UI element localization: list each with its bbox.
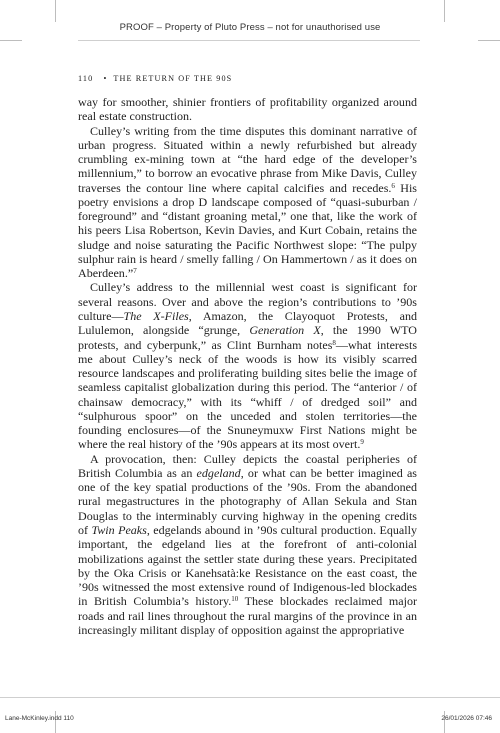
crop-mark (0, 40, 22, 41)
running-head-title: THE RETURN OF THE 90S (113, 74, 233, 83)
footer-rule (0, 697, 500, 698)
text-run: His poetry envisions a drop D landscape composed of “quasi-suburban / foreground” and “distant groaning metal,” one that, like the work of his peers Lisa Robertson, Kevin Davies, and Kurt Cobain, retains the sludge and noise saturating the Pacific Northwest slope: “The pulpy sulphur rain is heard / smelly falling / On Hammertown / as it does on Aberdeen.” (78, 180, 417, 281)
footnote-ref: 6 (391, 181, 395, 190)
crop-mark (55, 0, 56, 22)
text-run: , edgelands abound in ’90s cultural production. Equally important, the edgeland lies at the forefront of anti-colonial mobilizations against the settler state during these years. Precipitated by the Oka Crisis or Kanehsatà:ke Resistance on the east coast, the ’90s witnessed the most extensive round of Indigenous-led blockades in British Columbia’s history. (78, 522, 417, 609)
paragraph (78, 280, 417, 451)
text-run: Culley’s writing from the time disputes this dominant narrative of urban progress. Situated within a newly refurbished but already crumbling ex-mining town at “the hard edge of the developer’s millennium,” to borrow an evocative phrase from Mike Davis, Culley traverses the contour line where capital calcifies and recedes. (78, 123, 417, 195)
text-run: , the 1990 WTO protests, and cyberpunk,” as Clint Burnham notes (78, 323, 417, 352)
text-run: A provocation, then: Culley depicts the coastal peripheries of British Columbia as an (78, 451, 417, 480)
running-head (78, 74, 232, 83)
italic-text: The X-Files (123, 308, 189, 323)
page-number: 110 (78, 74, 94, 83)
footnote-ref: 7 (133, 267, 137, 276)
italic-text: Twin Peaks (91, 522, 147, 537)
footnote-ref: 10 (231, 595, 239, 604)
text-run: —what interests me about Culley’s neck of the woods is how its visibly scarred resource landscapes and proliferating building sites belie the image of seamless capitalist globalization during this period. The “anterior / of chainsaw democracy,” with its “whiff / of dredged soil” and “sulphurous spoor” on the unceded and stolen territories—the founding enclosures—of the Snuneymuxw First Nations might be where the real history of the ’90s appears at its most overt. (78, 337, 418, 452)
body-text (78, 95, 417, 637)
footer-file-info: Lane-McKinley.indd 110 (5, 715, 74, 722)
paragraph (78, 452, 417, 637)
crop-mark (478, 40, 500, 41)
crop-mark (444, 0, 445, 22)
running-head-separator: • (103, 74, 108, 83)
italic-text: edgeland (196, 465, 241, 480)
proof-notice: PROOF – Property of Pluto Press – not for unauthorised use (119, 22, 381, 33)
paragraph (78, 124, 417, 281)
footnote-ref: 8 (332, 338, 336, 347)
italic-text: Generation X (249, 323, 321, 338)
paragraph (78, 95, 417, 124)
footnote-ref: 9 (360, 438, 364, 447)
header-rule (78, 40, 420, 41)
text-run: way for smoother, shinier frontiers of profitability organized around real estate construction. (78, 95, 417, 124)
text-run: These blockades reclaimed major roads and rail lines throughout the rural margins of the province in an increasingly militant display of opposition against the appropriative (78, 594, 417, 637)
text-run: Culley’s address to the millennial west coast is significant for several reasons. Over and above the region’s contributions to ’90s culture— (78, 280, 417, 323)
footer-timestamp: 26/01/2026 07:46 (441, 715, 492, 722)
text-run: , or what can be better imagined as one of the key spatial productions of the ’90s. From the abandoned rural megastructures in the photography of Allan Sekula and Stan Douglas to the interminably curving highway in the opening credits of (78, 465, 417, 537)
text-run: , Amazon, the Clayoquot Protests, and Lululemon, alongside “grunge, (78, 308, 417, 338)
